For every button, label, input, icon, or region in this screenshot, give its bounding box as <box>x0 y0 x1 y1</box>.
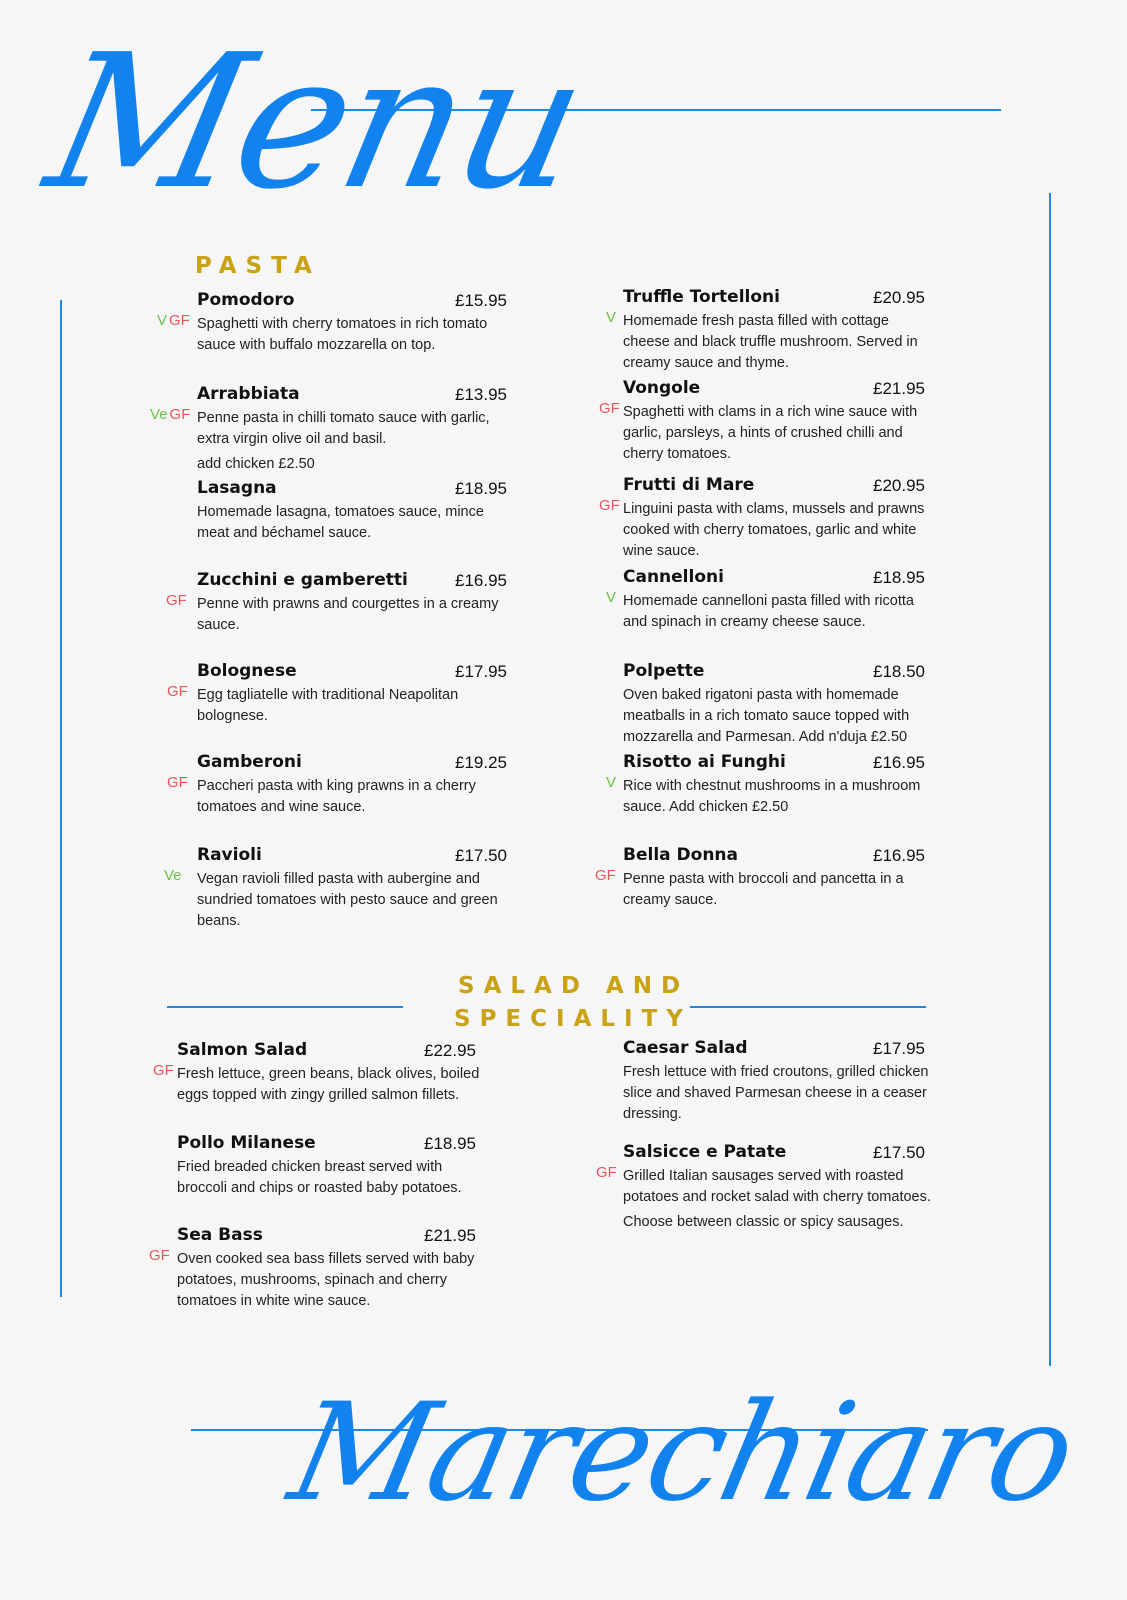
item-price: £17.95 <box>455 662 507 681</box>
menu-item <box>623 845 933 911</box>
pasta-section-title: PASTA <box>195 253 321 279</box>
menu-item <box>197 570 507 636</box>
item-description: Spaghetti with clams in a rich wine sauce with garlic, parsleys, a hints of crushed chilli and cherry tomatoes. <box>623 404 918 462</box>
menu-item <box>197 845 507 932</box>
gluten-free-tag: GF <box>169 406 191 423</box>
item-name: Gamberoni <box>197 752 302 772</box>
item-price: £16.95 <box>455 571 507 590</box>
item-extra: add chicken £2.50 <box>197 456 315 472</box>
gluten-free-tag: GF <box>167 774 188 791</box>
right-border-rule <box>1049 193 1051 1366</box>
gluten-free-tag: GF <box>149 1247 170 1264</box>
item-description: Fresh lettuce, green beans, black olives, boiled eggs topped with zingy grilled salmon fillets. <box>177 1066 480 1103</box>
item-name: Salsicce e Patate <box>623 1142 787 1162</box>
menu-item <box>623 287 933 374</box>
item-name: Bolognese <box>197 661 297 681</box>
gluten-free-tag: GF <box>166 592 187 609</box>
item-description: Rice with chestnut mushrooms in a mushroom sauce. Add chicken £2.50 <box>623 778 921 815</box>
item-price: £21.95 <box>873 379 925 398</box>
left-border-rule <box>60 300 62 1297</box>
gluten-free-tag: GF <box>167 683 188 700</box>
item-price: £20.95 <box>873 476 925 495</box>
menu-item <box>623 752 933 818</box>
menu-item <box>623 661 933 748</box>
item-name: Zucchini e gamberetti <box>197 570 408 590</box>
item-description: Egg tagliatelle with traditional Neapolitan bolognese. <box>197 687 459 724</box>
dietary-tags <box>157 312 190 329</box>
item-price: £21.95 <box>424 1226 476 1245</box>
menu-item <box>197 290 507 356</box>
dietary-tags <box>150 406 190 423</box>
dietary-tags <box>167 683 188 700</box>
item-name: Vongole <box>623 378 701 398</box>
item-price: £18.95 <box>873 568 925 587</box>
menu-item <box>623 1142 933 1233</box>
menu-item <box>623 378 933 465</box>
menu-item <box>623 567 933 633</box>
menu-item <box>177 1040 487 1106</box>
gluten-free-tag: GF <box>153 1062 174 1079</box>
item-description: Oven cooked sea bass fillets served with baby potatoes, mushrooms, spinach and cherry tomatoes in white wine sauce. <box>177 1251 475 1309</box>
restaurant-name: Marechiaro <box>278 1374 1087 1531</box>
menu-item <box>197 384 507 475</box>
item-name: Pomodoro <box>197 290 295 310</box>
item-name: Cannelloni <box>623 567 724 587</box>
dietary-tags <box>599 497 620 514</box>
item-description: Homemade fresh pasta filled with cottage cheese and black truffle mushroom. Served in creamy sauce and thyme. <box>623 313 918 371</box>
item-name: Truffle Tortelloni <box>623 287 780 307</box>
item-extra: Choose between classic or spicy sausages. <box>623 1214 904 1230</box>
item-description: Fried breaded chicken breast served with broccoli and chips or roasted baby potatoes. <box>177 1159 462 1196</box>
dietary-tags <box>166 592 187 609</box>
vegetarian-tag: V <box>606 589 617 606</box>
dietary-tags <box>606 309 616 326</box>
menu-title: Menu <box>32 14 600 230</box>
salad-section-title-line1: SALAD AND <box>458 973 690 999</box>
item-name: Lasagna <box>197 478 277 498</box>
item-name: Polpette <box>623 661 705 681</box>
item-price: £18.50 <box>873 662 925 681</box>
item-price: £18.95 <box>424 1134 476 1153</box>
item-price: £16.95 <box>873 846 925 865</box>
vegetarian-tag: V <box>606 309 617 326</box>
item-price: £17.95 <box>873 1039 925 1058</box>
item-description: Fresh lettuce with fried croutons, grilled chicken slice and shaved Parmesan cheese in a ceaser dressing. <box>623 1064 929 1122</box>
vegetarian-tag: V <box>157 312 168 329</box>
dietary-tags <box>167 774 188 791</box>
item-description: Penne with prawns and courgettes in a creamy sauce. <box>197 596 499 633</box>
gluten-free-tag: GF <box>595 867 616 884</box>
item-name: Bella Donna <box>623 845 738 865</box>
item-price: £19.25 <box>455 753 507 772</box>
item-description: Penne pasta with broccoli and pancetta in a creamy sauce. <box>623 871 904 908</box>
item-name: Sea Bass <box>177 1225 263 1245</box>
item-name: Ravioli <box>197 845 262 865</box>
dietary-tags <box>606 774 616 791</box>
gluten-free-tag: GF <box>169 312 190 329</box>
dietary-tags <box>596 1164 617 1181</box>
gluten-free-tag: GF <box>599 400 620 417</box>
item-name: Salmon Salad <box>177 1040 308 1060</box>
item-name: Pollo Milanese <box>177 1133 316 1153</box>
dietary-tags <box>149 1247 170 1264</box>
salad-right-rule <box>690 1006 926 1008</box>
menu-item <box>177 1225 487 1312</box>
dietary-tags <box>606 589 616 606</box>
vegetarian-tag: V <box>606 774 617 791</box>
item-price: £13.95 <box>455 385 507 404</box>
item-price: £17.50 <box>455 846 507 865</box>
menu-item <box>197 752 507 818</box>
item-name: Arrabbiata <box>197 384 300 404</box>
item-price: £16.95 <box>873 753 925 772</box>
dietary-tags <box>595 867 616 884</box>
dietary-tags <box>153 1062 174 1079</box>
dietary-tags <box>599 400 620 417</box>
item-description: Grilled Italian sausages served with roasted potatoes and rocket salad with cherry tomatoes. <box>623 1168 931 1205</box>
menu-item <box>623 475 933 562</box>
gluten-free-tag: GF <box>599 497 620 514</box>
item-price: £20.95 <box>873 288 925 307</box>
menu-item <box>197 661 507 727</box>
item-name: Risotto ai Funghi <box>623 752 786 772</box>
item-description: Homemade lasagna, tomatoes sauce, mince meat and béchamel sauce. <box>197 504 484 541</box>
item-description: Linguini pasta with clams, mussels and prawns cooked with cherry tomatoes, garlic and white wine sauce. <box>623 501 925 559</box>
item-description: Vegan ravioli filled pasta with aubergine and sundried tomatoes with pesto sauce and green beans. <box>197 871 498 929</box>
vegan-tag: Ve <box>150 406 168 423</box>
item-price: £18.95 <box>455 479 507 498</box>
item-price: £17.50 <box>873 1143 925 1162</box>
salad-section-title-line2: SPECIALITY <box>454 1006 692 1032</box>
item-name: Frutti di Mare <box>623 475 755 495</box>
menu-item <box>177 1133 487 1199</box>
item-description: Penne pasta in chilli tomato sauce with garlic, extra virgin olive oil and basil. <box>197 410 490 447</box>
item-description: Homemade cannelloni pasta filled with ricotta and spinach in creamy cheese sauce. <box>623 593 914 630</box>
gluten-free-tag: GF <box>596 1164 617 1181</box>
item-name: Caesar Salad <box>623 1038 748 1058</box>
vegan-tag: Ve <box>164 867 182 884</box>
menu-item <box>623 1038 933 1125</box>
item-price: £22.95 <box>424 1041 476 1060</box>
menu-item <box>197 478 507 544</box>
item-description: Spaghetti with cherry tomatoes in rich tomato sauce with buffalo mozzarella on top. <box>197 316 488 353</box>
dietary-tags <box>164 867 182 884</box>
salad-left-rule <box>167 1006 403 1008</box>
item-description: Oven baked rigatoni pasta with homemade meatballs in a rich tomato sauce topped with mozzarella and Parmesan. Add n'duja £2.50 <box>623 687 910 745</box>
item-description: Paccheri pasta with king prawns in a cherry tomatoes and wine sauce. <box>197 778 476 815</box>
item-price: £15.95 <box>455 291 507 310</box>
